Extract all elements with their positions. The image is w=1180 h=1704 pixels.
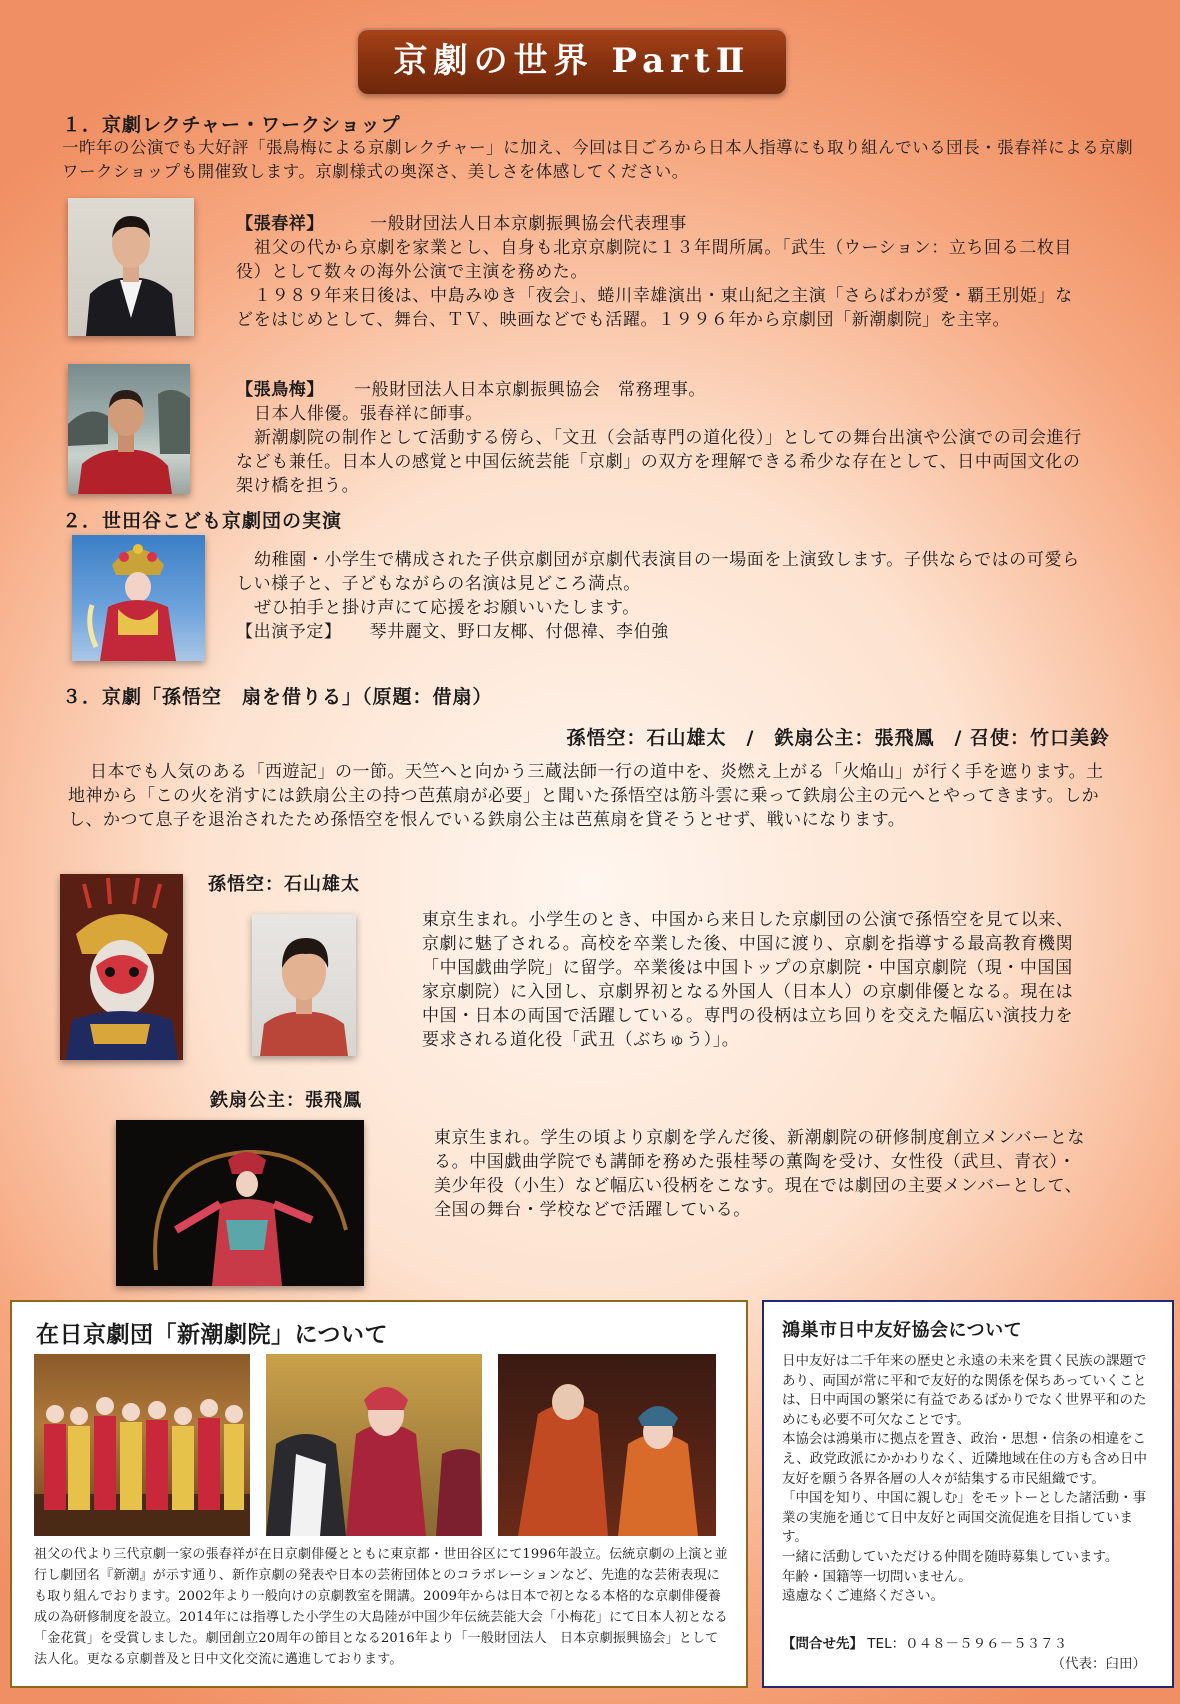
section2-text-1: 幼稚園・小学生で構成された子供京劇団が京劇代表演目の一場面を上演致します。子供ならではの可愛らしい様子と、子どもながらの名演は見どころ満点。 — [236, 550, 1080, 594]
troupe-info-box — [10, 1300, 748, 1688]
section1-intro: 一昨年の公演でも大好評「張鳥梅による京劇レクチャー」に加え、今回は日ごろから日本人指導にも取り組んでいる団長・張春祥による京劇ワークショップも開催致します。京劇様式の奥深さ、美しさを体感してください。 — [62, 138, 1134, 181]
assoc-contact-tel: TEL：０４８－５９６－５３７３ — [867, 1636, 1068, 1652]
sun-wukong-costume-photo — [60, 874, 183, 1060]
actor2-bio: 東京生まれ。学生の頃より京劇を学んだ後、新潮劇院の研修制度創立メンバーとなる。中国戯曲学院でも講師を務めた張桂琴の薫陶を受け、女性役（武旦、青衣）・美少年役（小生）など幅広い役柄をこなす。現在では劇団の主要メンバーとして、全国の舞台・学校などで活躍している。 — [434, 1128, 1086, 1220]
person1-name — [236, 212, 687, 236]
section3-cast-line: 孫悟空：石山雄太 / 鉄扇公主：張飛鳳 / 召使：竹口美鈴 — [566, 727, 1110, 749]
troupe-makeup-photo — [266, 1354, 482, 1536]
troupe-box-text: 祖父の代より三代京劇一家の張春祥が在日京劇俳優とともに東京都・世田谷区にて1996年設立。伝統京劇の上演と並行し劇団名『新潮』が示す通り、新作京劇の発表や日本の芸術団体とのコラボレーションなど、先進的な芸術表現にも取り組んでおります。2002年より一般向けの京劇教室を開講。2009年からは日本で初となる本格的な京劇俳優養成の為研修制度を設立。2014年には指導した小学生の大島陸が中国少年伝統芸能大会「小梅花」にて日本人初となる「金花賞」を受賞しました。劇団創立20周年の節目となる2016年より「一般財団法人 日本京劇振興協会」として法人化。更なる京劇普及と日中文化交流に邁進しております。 — [34, 1547, 728, 1667]
zhang-chunxiang-photo — [68, 198, 194, 336]
actor1-label: 孫悟空：石山雄太 — [208, 874, 360, 895]
section2-cast-names: 琴井麗文、野口友椰、付偲禕、李伯強 — [369, 622, 669, 642]
section2-heading: ２．世田谷こども京劇団の実演 — [62, 510, 343, 532]
section3-heading: ３．京劇「孫悟空 扇を借りる」（原題：借扇） — [62, 686, 493, 708]
troupe-performance-photo — [498, 1354, 716, 1536]
section2-text-2: ぜひ拍手と掛け声にて応援をお願いいたします。 — [254, 598, 640, 618]
person2-role: 一般財団法人日本京劇振興協会 常務理事。 — [354, 380, 707, 400]
assoc-contact-rep: （代表：臼田） — [1051, 1656, 1146, 1672]
children-troupe-photo — [72, 535, 205, 661]
page-title: 京劇の世界 PartⅡ — [358, 28, 786, 94]
person1-role: 一般財団法人日本京劇振興協会代表理事 — [370, 214, 687, 234]
zhang-niaomei-photo — [68, 364, 190, 494]
assoc-text-2: 本協会は鴻巣市に拠点を置き、政治・思想・信条の相違をこえ、政党政派にかかわりなく、近隣地域在住の方も含め日中友好を願う各界各層の人々が結集する市民組織です。 — [782, 1431, 1148, 1487]
assoc-text-3: 「中国を知り、中国に親しむ」をモットーとした諸活動・事業の実施を通じて日中友好と両国交流促進を目指しています。 — [782, 1490, 1147, 1546]
person1-name-text: 【張春祥】 — [236, 214, 324, 234]
person1-bio-1: 祖父の代から京劇を家業とし、自身も北京京劇院に１３年間所属。「武生（ウーション：立ち回る二枚目役）として数々の海外公演で主演を務めた。 — [236, 238, 1073, 282]
assoc-text-6: 遠慮なくご連絡ください。 — [782, 1588, 944, 1605]
actor1-bio: 東京生まれ。小学生のとき、中国から来日した京劇団の公演で孫悟空を見て以来、京劇に魅了される。高校を卒業した後、中国に渡り、京劇を指導する最高教育機関「中国戯曲学院」に留学。卒業後は中国トップの京劇院・中国京劇院（現・中国国家京劇院）に入団し、京劇界初となる外国人（日本人）の京劇俳優となる。現在は中国・日本の両国で活躍している。専門の役柄は立ち回りを交えた幅広い演技力を要求される道化役「武丑（ぶちゅう）」。 — [422, 910, 1074, 1050]
actor2-label: 鉄扇公主：張飛鳳 — [210, 1090, 362, 1111]
assoc-box-title: 鴻巣市日中友好協会について — [782, 1320, 1023, 1341]
assoc-text-5: 年齢・国籍等一切問いません。 — [782, 1568, 972, 1585]
assoc-contact-label: 【問合せ先】 — [782, 1636, 863, 1652]
assoc-text-4: 一緒に活動していただける仲間を随時募集しています。 — [782, 1548, 1119, 1565]
association-info-box — [762, 1300, 1174, 1688]
person2-bio-1: 日本人俳優。張春祥に師事。 — [254, 404, 483, 424]
section3-story: 日本でも人気のある「西遊記」の一節。天竺へと向かう三蔵法師一行の道中を、炎燃え上がる「火焔山」が行く手を遮ります。土地神から「この火を消すには鉄扇公主の持つ芭蕉扇が必要」と聞いた孫悟空は筋斗雲に乗って鉄扇公主の元へとやってきます。しかし、かつて息子を退治されたため孫悟空を恨んでいる鉄扇公主は芭蕉扇を貸そうとせず、戦いになります。 — [68, 762, 1104, 830]
person2-bio-2: 新潮劇院の制作として活動する傍ら、「文丑（会話専門の道化役）」としての舞台出演や公演での司会進行なども兼任。日本人の感覚と中国伝統芸能「京劇」の双方を理解できる希少な存在として、日中両国文化の架け橋を担う。 — [236, 428, 1082, 496]
person2-name-text: 【張鳥梅】 — [236, 380, 324, 400]
princess-iron-fan-photo — [116, 1120, 364, 1286]
troupe-cast-photo — [34, 1354, 250, 1536]
person1-bio-2: １９８９年来日後は、中島みゆき「夜会」、蜷川幸雄演出・東山紀之主演「さらばわが愛・覇王別姫」などをはじめとして、舞台、ＴＶ、映画などでも活躍。１９９６年から京劇団「新潮劇院」を主宰。 — [236, 286, 1073, 330]
assoc-text-1: 日中友好は二千年来の歴史と永遠の未来を貫く民族の課題であり、両国が常に平和で友好的な関係を保ちあっていくことは、日中両国の繁栄に有益であるばかりでなく世界平和のためにも必要不可欠なことです。 — [782, 1353, 1147, 1428]
section2-cast-label: 【出演予定】 — [236, 622, 342, 642]
section2-cast — [236, 620, 669, 644]
section1-heading: １．京劇レクチャー・ワークショップ — [62, 114, 401, 136]
ishiyama-yuta-photo — [252, 914, 356, 1056]
troupe-box-title: 在日京劇団「新潮劇院」について — [36, 1321, 389, 1348]
assoc-text-block — [782, 1352, 1158, 1607]
assoc-contact — [782, 1632, 1067, 1652]
person2-name — [236, 378, 706, 402]
